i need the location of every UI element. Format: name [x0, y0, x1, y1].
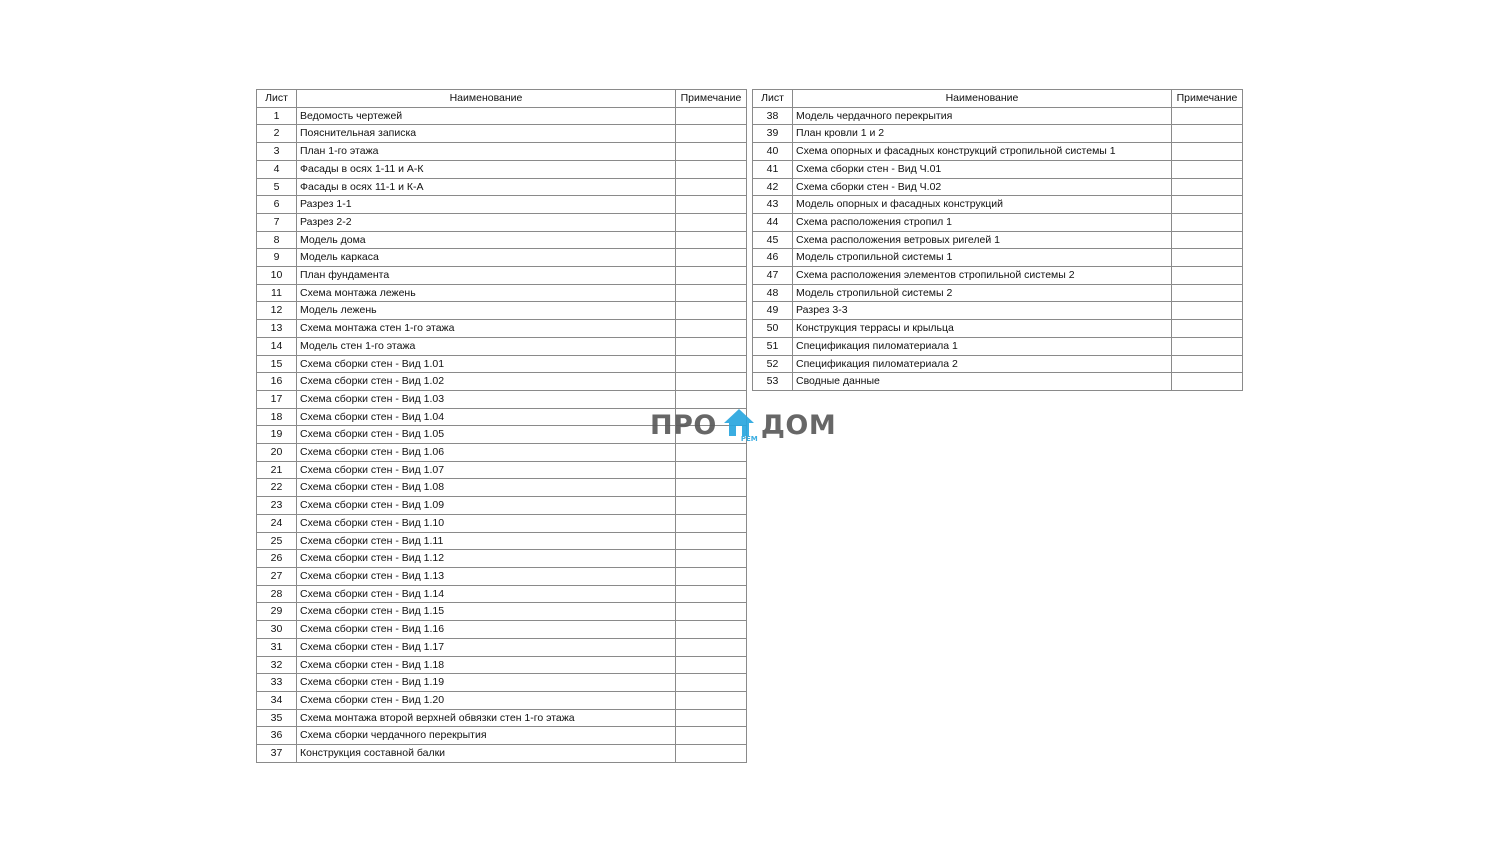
- sheet-note: [676, 709, 747, 727]
- table-row: [753, 231, 1243, 249]
- table-row: [257, 231, 747, 249]
- sheet-note: [676, 160, 747, 178]
- sheet-name: Схема сборки стен - Вид 1.10: [297, 514, 676, 532]
- table-row: [257, 284, 747, 302]
- table-row: [257, 337, 747, 355]
- sheet-number: 46: [753, 249, 793, 267]
- logo-text-left: ПРО: [650, 409, 717, 441]
- table-row: [753, 302, 1243, 320]
- sheet-note: [1172, 249, 1243, 267]
- sheet-name: Спецификация пиломатериала 2: [793, 355, 1172, 373]
- table-row: [753, 320, 1243, 338]
- sheet-number: 22: [257, 479, 297, 497]
- sheet-name: Разрез 1-1: [297, 196, 676, 214]
- sheet-note: [676, 249, 747, 267]
- table-row: [753, 284, 1243, 302]
- sheet-name: Модель каркаса: [297, 249, 676, 267]
- sheet-note: [1172, 373, 1243, 391]
- table-row: [257, 267, 747, 285]
- sheet-note: [1172, 160, 1243, 178]
- sheet-note: [1172, 196, 1243, 214]
- sheet-number: 11: [257, 284, 297, 302]
- sheet-name: Модель стен 1-го этажа: [297, 337, 676, 355]
- sheet-number: 1: [257, 107, 297, 125]
- table-row: [257, 691, 747, 709]
- sheet-number: 30: [257, 621, 297, 639]
- sheet-name: Модель стропильной системы 1: [793, 249, 1172, 267]
- sheet-name: Разрез 3-3: [793, 302, 1172, 320]
- sheet-name: Фасады в осях 11-1 и К-А: [297, 178, 676, 196]
- sheet-note: [676, 479, 747, 497]
- table-row: [257, 178, 747, 196]
- sheet-name: Схема сборки стен - Вид 1.20: [297, 691, 676, 709]
- sheet-name: Схема сборки стен - Вид 1.11: [297, 532, 676, 550]
- sheet-note: [676, 674, 747, 692]
- sheet-name: Схема сборки стен - Вид 1.19: [297, 674, 676, 692]
- sheet-note: [676, 125, 747, 143]
- sheet-name: Схема сборки стен - Вид 1.04: [297, 408, 676, 426]
- sheet-number: 25: [257, 532, 297, 550]
- sheet-note: [676, 461, 747, 479]
- sheet-name: Модель лежень: [297, 302, 676, 320]
- sheet-name: Схема сборки стен - Вид 1.18: [297, 656, 676, 674]
- sheet-number: 10: [257, 267, 297, 285]
- sheet-number: 47: [753, 267, 793, 285]
- sheet-name: Схема сборки стен - Вид Ч.02: [793, 178, 1172, 196]
- sheet-note: [676, 337, 747, 355]
- table-row: [257, 461, 747, 479]
- sheet-name: Схема монтажа стен 1-го этажа: [297, 320, 676, 338]
- table-row: [257, 709, 747, 727]
- sheet-note: [676, 320, 747, 338]
- table-row: [753, 337, 1243, 355]
- sheet-note: [1172, 267, 1243, 285]
- sheet-number: 20: [257, 444, 297, 462]
- sheet-number: 33: [257, 674, 297, 692]
- sheet-note: [676, 603, 747, 621]
- sheet-number: 42: [753, 178, 793, 196]
- sheet-number: 24: [257, 514, 297, 532]
- table-row: [753, 213, 1243, 231]
- table-header-row: [257, 90, 747, 108]
- sheet-note: [1172, 231, 1243, 249]
- sheet-name: План 1-го этажа: [297, 143, 676, 161]
- sheet-name: Схема сборки стен - Вид 1.16: [297, 621, 676, 639]
- sheet-number: 15: [257, 355, 297, 373]
- sheet-name: Конструкция террасы и крыльца: [793, 320, 1172, 338]
- sheet-note: [676, 585, 747, 603]
- table-row: [257, 585, 747, 603]
- sheet-name: Конструкция составной балки: [297, 745, 676, 763]
- table-row: [257, 550, 747, 568]
- sheet-name: Модель опорных и фасадных конструкций: [793, 196, 1172, 214]
- sheet-number: 23: [257, 497, 297, 515]
- sheet-name: Схема сборки стен - Вид 1.08: [297, 479, 676, 497]
- sheet-number: 34: [257, 691, 297, 709]
- sheet-number: 14: [257, 337, 297, 355]
- sheet-note: [1172, 107, 1243, 125]
- sheet-name: Схема расположения ветровых ригелей 1: [793, 231, 1172, 249]
- sheet-number: 44: [753, 213, 793, 231]
- sheet-note: [1172, 302, 1243, 320]
- pro-dom-logo: [650, 405, 836, 445]
- table-row: [753, 125, 1243, 143]
- house-icon: [723, 408, 758, 443]
- table-row: [257, 656, 747, 674]
- table-row: [257, 532, 747, 550]
- sheet-name: Схема расположения элементов стропильной системы 2: [793, 267, 1172, 285]
- table-row: [257, 479, 747, 497]
- sheet-number: 21: [257, 461, 297, 479]
- sheet-number: 18: [257, 408, 297, 426]
- sheet-name: Схема сборки стен - Вид 1.09: [297, 497, 676, 515]
- sheet-number: 52: [753, 355, 793, 373]
- table-row: [257, 373, 747, 391]
- sheet-number: 45: [753, 231, 793, 249]
- table-row: [753, 355, 1243, 373]
- sheet-note: [676, 178, 747, 196]
- table-row: [753, 249, 1243, 267]
- sheet-number: 49: [753, 302, 793, 320]
- table-row: [753, 143, 1243, 161]
- sheet-name: Спецификация пиломатериала 1: [793, 337, 1172, 355]
- table-row: [257, 621, 747, 639]
- sheet-name: Схема сборки стен - Вид 1.05: [297, 426, 676, 444]
- sheet-number: 19: [257, 426, 297, 444]
- table-row: [257, 603, 747, 621]
- sheet-number: 2: [257, 125, 297, 143]
- table-row: [753, 160, 1243, 178]
- header-note: Примечание: [1172, 90, 1243, 108]
- table-row: [257, 107, 747, 125]
- table-row: [257, 160, 747, 178]
- sheet-note: [676, 213, 747, 231]
- sheet-number: 53: [753, 373, 793, 391]
- header-name: Наименование: [297, 90, 676, 108]
- sheet-name: Модель дома: [297, 231, 676, 249]
- sheet-number: 12: [257, 302, 297, 320]
- table-row: [257, 143, 747, 161]
- sheet-name: Схема сборки стен - Вид 1.03: [297, 390, 676, 408]
- sheet-number: 17: [257, 390, 297, 408]
- sheet-note: [676, 727, 747, 745]
- sheet-number: 26: [257, 550, 297, 568]
- sheet-number: 32: [257, 656, 297, 674]
- sheet-number: 28: [257, 585, 297, 603]
- sheet-note: [676, 621, 747, 639]
- sheet-note: [1172, 143, 1243, 161]
- sheet-number: 4: [257, 160, 297, 178]
- sheet-name: Схема сборки стен - Вид 1.02: [297, 373, 676, 391]
- table-row: [257, 320, 747, 338]
- table-row: [257, 497, 747, 515]
- sheet-note: [676, 355, 747, 373]
- sheet-name: План фундамента: [297, 267, 676, 285]
- table-row: [753, 196, 1243, 214]
- sheet-number: 6: [257, 196, 297, 214]
- sheet-note: [1172, 355, 1243, 373]
- sheet-number: 13: [257, 320, 297, 338]
- sheet-number: 40: [753, 143, 793, 161]
- sheet-name: Схема сборки стен - Вид 1.12: [297, 550, 676, 568]
- sheet-note: [676, 267, 747, 285]
- sheet-note: [676, 567, 747, 585]
- sheet-note: [676, 231, 747, 249]
- sheet-note: [1172, 284, 1243, 302]
- sheet-name: Схема сборки стен - Вид Ч.01: [793, 160, 1172, 178]
- table-row: [257, 355, 747, 373]
- sheet-note: [1172, 337, 1243, 355]
- header-sheet: Лист: [257, 90, 297, 108]
- table-body-right: [753, 107, 1243, 390]
- table-row: [257, 638, 747, 656]
- sheet-note: [676, 107, 747, 125]
- sheet-name: Схема сборки стен - Вид 1.07: [297, 461, 676, 479]
- sheet-name: Ведомость чертежей: [297, 107, 676, 125]
- table-row: [753, 373, 1243, 391]
- sheet-number: 35: [257, 709, 297, 727]
- table-row: [257, 249, 747, 267]
- sheet-note: [676, 514, 747, 532]
- sheet-number: 29: [257, 603, 297, 621]
- sheet-note: [676, 532, 747, 550]
- sheet-note: [676, 302, 747, 320]
- table-row: [257, 302, 747, 320]
- table-row: [257, 727, 747, 745]
- sheet-number: 5: [257, 178, 297, 196]
- table-header-row: [753, 90, 1243, 108]
- sheet-note: [676, 691, 747, 709]
- sheet-name: Схема расположения стропил 1: [793, 213, 1172, 231]
- header-name: Наименование: [793, 90, 1172, 108]
- sheet-name: Модель стропильной системы 2: [793, 284, 1172, 302]
- sheet-number: 37: [257, 745, 297, 763]
- sheet-name: Схема сборки стен - Вид 1.14: [297, 585, 676, 603]
- sheet-number: 51: [753, 337, 793, 355]
- sheet-name: План кровли 1 и 2: [793, 125, 1172, 143]
- sheet-note: [676, 143, 747, 161]
- sheet-name: Схема сборки стен - Вид 1.15: [297, 603, 676, 621]
- sheet-name: Схема сборки стен - Вид 1.06: [297, 444, 676, 462]
- sheet-note: [676, 444, 747, 462]
- sheet-name: Схема сборки стен - Вид 1.17: [297, 638, 676, 656]
- sheet-number: 31: [257, 638, 297, 656]
- sheet-number: 3: [257, 143, 297, 161]
- sheet-name: Схема сборки чердачного перекрытия: [297, 727, 676, 745]
- sheet-note: [676, 745, 747, 763]
- sheet-number: 8: [257, 231, 297, 249]
- sheet-note: [676, 196, 747, 214]
- table-row: [257, 213, 747, 231]
- table-row: [753, 267, 1243, 285]
- drawings-list-table-right: [752, 89, 1243, 391]
- sheet-name: Разрез 2-2: [297, 213, 676, 231]
- sheet-number: 48: [753, 284, 793, 302]
- sheet-number: 27: [257, 567, 297, 585]
- sheet-name: Схема сборки стен - Вид 1.13: [297, 567, 676, 585]
- header-note: Примечание: [676, 90, 747, 108]
- sheet-number: 43: [753, 196, 793, 214]
- sheet-note: [676, 656, 747, 674]
- sheet-name: Схема опорных и фасадных конструкций стропильной системы 1: [793, 143, 1172, 161]
- header-sheet: Лист: [753, 90, 793, 108]
- sheet-number: 36: [257, 727, 297, 745]
- sheet-note: [1172, 213, 1243, 231]
- sheet-name: Пояснительная записка: [297, 125, 676, 143]
- logo-subtext: PEM: [740, 435, 758, 443]
- sheet-number: 16: [257, 373, 297, 391]
- table-row: [753, 178, 1243, 196]
- sheet-number: 39: [753, 125, 793, 143]
- table-row: [257, 567, 747, 585]
- sheet-note: [1172, 320, 1243, 338]
- sheet-name: Модель чердачного перекрытия: [793, 107, 1172, 125]
- sheet-note: [676, 550, 747, 568]
- sheet-note: [1172, 178, 1243, 196]
- table-row: [257, 514, 747, 532]
- sheet-number: 50: [753, 320, 793, 338]
- sheet-note: [1172, 125, 1243, 143]
- sheet-name: Схема монтажа лежень: [297, 284, 676, 302]
- table-row: [257, 745, 747, 763]
- sheet-name: Схема монтажа второй верхней обвязки стен 1-го этажа: [297, 709, 676, 727]
- sheet-note: [676, 373, 747, 391]
- sheet-note: [676, 284, 747, 302]
- sheet-name: Фасады в осях 1-11 и А-К: [297, 160, 676, 178]
- sheet-name: Сводные данные: [793, 373, 1172, 391]
- logo-text-right: ДОМ: [760, 409, 837, 441]
- table-row: [257, 444, 747, 462]
- sheet-number: 38: [753, 107, 793, 125]
- table-row: [753, 107, 1243, 125]
- sheet-number: 9: [257, 249, 297, 267]
- table-row: [257, 674, 747, 692]
- sheet-number: 7: [257, 213, 297, 231]
- table-row: [257, 196, 747, 214]
- table-row: [257, 125, 747, 143]
- sheet-number: 41: [753, 160, 793, 178]
- sheet-note: [676, 497, 747, 515]
- sheet-note: [676, 638, 747, 656]
- sheet-name: Схема сборки стен - Вид 1.01: [297, 355, 676, 373]
